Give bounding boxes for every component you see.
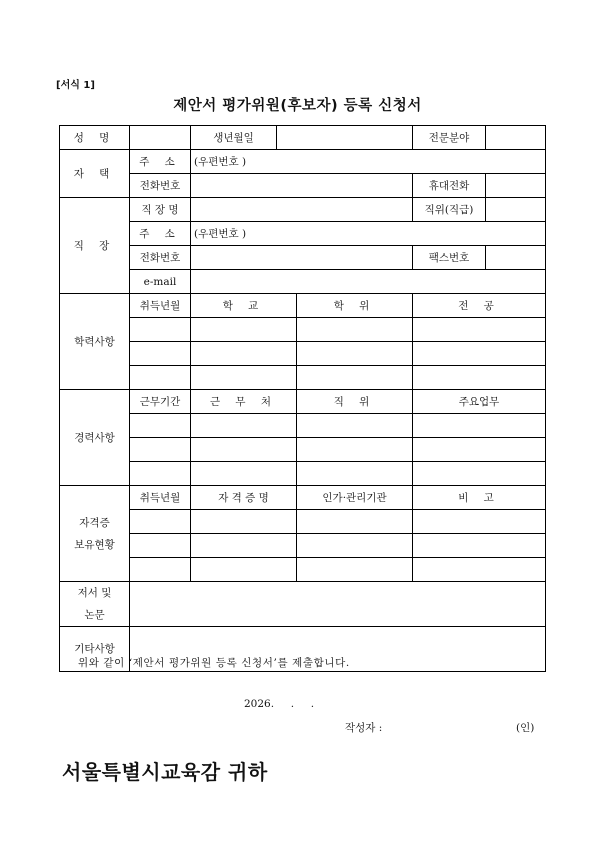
- work-position-label: 직위(직급): [413, 198, 486, 222]
- work-section-label: 직 장: [60, 198, 130, 294]
- work-company-field[interactable]: [191, 198, 413, 222]
- certificate-label-line2: 보유현황: [74, 538, 115, 551]
- form-title: 제안서 평가위원(후보자) 등록 신청서: [173, 98, 422, 114]
- certificate-remarks-cell[interactable]: [413, 510, 546, 534]
- education-date-cell[interactable]: [130, 366, 191, 390]
- certificate-label-line1: 자격증: [79, 516, 110, 529]
- career-header-row: [60, 390, 546, 414]
- education-row: [60, 366, 546, 390]
- career-period-cell[interactable]: [130, 462, 191, 486]
- certificate-name-cell[interactable]: [191, 558, 297, 582]
- work-address-field[interactable]: [191, 222, 546, 246]
- addressee: 서울특별시교육감 귀하: [62, 760, 268, 784]
- education-school-cell[interactable]: [191, 342, 297, 366]
- career-col-workplace: 근 무 처: [191, 390, 297, 414]
- certificate-section-label: [60, 486, 130, 582]
- certificate-row: [60, 558, 546, 582]
- personal-row: [60, 126, 546, 150]
- education-row: [60, 318, 546, 342]
- work-email-field[interactable]: [191, 270, 546, 294]
- publications-label: [60, 582, 130, 627]
- work-fax-label: 팩스번호: [413, 246, 486, 270]
- application-form-table: [59, 125, 546, 672]
- work-address-row: [60, 222, 546, 246]
- home-address-row: [60, 150, 546, 174]
- career-period-cell[interactable]: [130, 438, 191, 462]
- name-label: 성 명: [60, 126, 130, 150]
- career-col-duties: 주요업무: [413, 390, 546, 414]
- others-label: 기타사항: [60, 627, 130, 672]
- education-col-date: 취득년월: [130, 294, 191, 318]
- certificate-date-cell[interactable]: [130, 510, 191, 534]
- seal-mark: (인): [516, 722, 535, 734]
- career-duties-cell[interactable]: [413, 438, 546, 462]
- work-position-field[interactable]: [486, 198, 546, 222]
- career-col-period: 근무기간: [130, 390, 191, 414]
- publications-label-line1: 저서 및: [77, 587, 112, 599]
- publications-row: [60, 582, 546, 627]
- certificate-name-cell[interactable]: [191, 510, 297, 534]
- certificate-date-cell[interactable]: [130, 534, 191, 558]
- career-workplace-cell[interactable]: [191, 438, 297, 462]
- work-email-label: e-mail: [130, 270, 191, 294]
- home-phone-label: 전화번호: [130, 174, 191, 198]
- certificate-row: [60, 534, 546, 558]
- career-duties-cell[interactable]: [413, 414, 546, 438]
- publications-label-line2: 논문: [84, 609, 105, 621]
- education-date-cell[interactable]: [130, 318, 191, 342]
- home-address-field[interactable]: [191, 150, 546, 174]
- work-company-label: 직 장 명: [130, 198, 191, 222]
- career-row: [60, 462, 546, 486]
- education-major-cell[interactable]: [413, 318, 546, 342]
- education-date-cell[interactable]: [130, 342, 191, 366]
- certificate-header-row: [60, 486, 546, 510]
- education-major-cell[interactable]: [413, 342, 546, 366]
- education-degree-cell[interactable]: [297, 366, 413, 390]
- work-address-label: 주 소: [130, 222, 191, 246]
- work-phone-field[interactable]: [191, 246, 413, 270]
- career-workplace-cell[interactable]: [191, 462, 297, 486]
- education-degree-cell[interactable]: [297, 318, 413, 342]
- date-line: 2026. . .: [244, 698, 315, 710]
- home-mobile-field[interactable]: [486, 174, 546, 198]
- certificate-col-date: 취득년월: [130, 486, 191, 510]
- field-input[interactable]: [486, 126, 546, 150]
- birth-field[interactable]: [277, 126, 413, 150]
- declaration-text: 위와 같이 ‘제안서 평가위원 등록 신청서’를 제출합니다.: [78, 657, 350, 669]
- home-section-label: 자 택: [60, 150, 130, 198]
- certificate-remarks-cell[interactable]: [413, 558, 546, 582]
- writer-label: 작성자 :: [345, 722, 383, 734]
- career-section-label: 경력사항: [60, 390, 130, 486]
- education-col-major: 전 공: [413, 294, 546, 318]
- career-position-cell[interactable]: [297, 438, 413, 462]
- publications-field[interactable]: [130, 582, 546, 627]
- education-col-school: 학 교: [191, 294, 297, 318]
- work-phone-row: [60, 246, 546, 270]
- certificate-authority-cell[interactable]: [297, 510, 413, 534]
- career-position-cell[interactable]: [297, 462, 413, 486]
- career-duties-cell[interactable]: [413, 462, 546, 486]
- certificate-col-remarks: 비 고: [413, 486, 546, 510]
- work-email-row: [60, 270, 546, 294]
- education-col-degree: 학 위: [297, 294, 413, 318]
- education-row: [60, 342, 546, 366]
- education-degree-cell[interactable]: [297, 342, 413, 366]
- career-row: [60, 414, 546, 438]
- career-workplace-cell[interactable]: [191, 414, 297, 438]
- home-address-label: 주 소: [130, 150, 191, 174]
- birth-label: 생년월일: [191, 126, 277, 150]
- certificate-remarks-cell[interactable]: [413, 534, 546, 558]
- career-period-cell[interactable]: [130, 414, 191, 438]
- work-fax-field[interactable]: [486, 246, 546, 270]
- certificate-row: [60, 510, 546, 534]
- education-school-cell[interactable]: [191, 318, 297, 342]
- work-company-row: [60, 198, 546, 222]
- certificate-authority-cell[interactable]: [297, 534, 413, 558]
- name-field[interactable]: [130, 126, 191, 150]
- certificate-authority-cell[interactable]: [297, 558, 413, 582]
- certificate-col-name: 자 격 증 명: [191, 486, 297, 510]
- career-col-position: 직 위: [297, 390, 413, 414]
- form-number: [서식 1]: [56, 80, 95, 91]
- certificate-name-cell[interactable]: [191, 534, 297, 558]
- certificate-col-authority: 인가·관리기관: [297, 486, 413, 510]
- work-phone-label: 전화번호: [130, 246, 191, 270]
- education-header-row: [60, 294, 546, 318]
- education-major-cell[interactable]: [413, 366, 546, 390]
- home-postcode-text: (우편번호 ): [194, 156, 247, 168]
- certificate-date-cell[interactable]: [130, 558, 191, 582]
- work-postcode-text: (우편번호 ): [194, 228, 247, 240]
- home-mobile-label: 휴대전화: [413, 174, 486, 198]
- education-school-cell[interactable]: [191, 366, 297, 390]
- home-phone-field[interactable]: [191, 174, 413, 198]
- education-section-label: 학력사항: [60, 294, 130, 390]
- field-label: 전문분야: [413, 126, 486, 150]
- career-position-cell[interactable]: [297, 414, 413, 438]
- home-phone-row: [60, 174, 546, 198]
- career-row: [60, 438, 546, 462]
